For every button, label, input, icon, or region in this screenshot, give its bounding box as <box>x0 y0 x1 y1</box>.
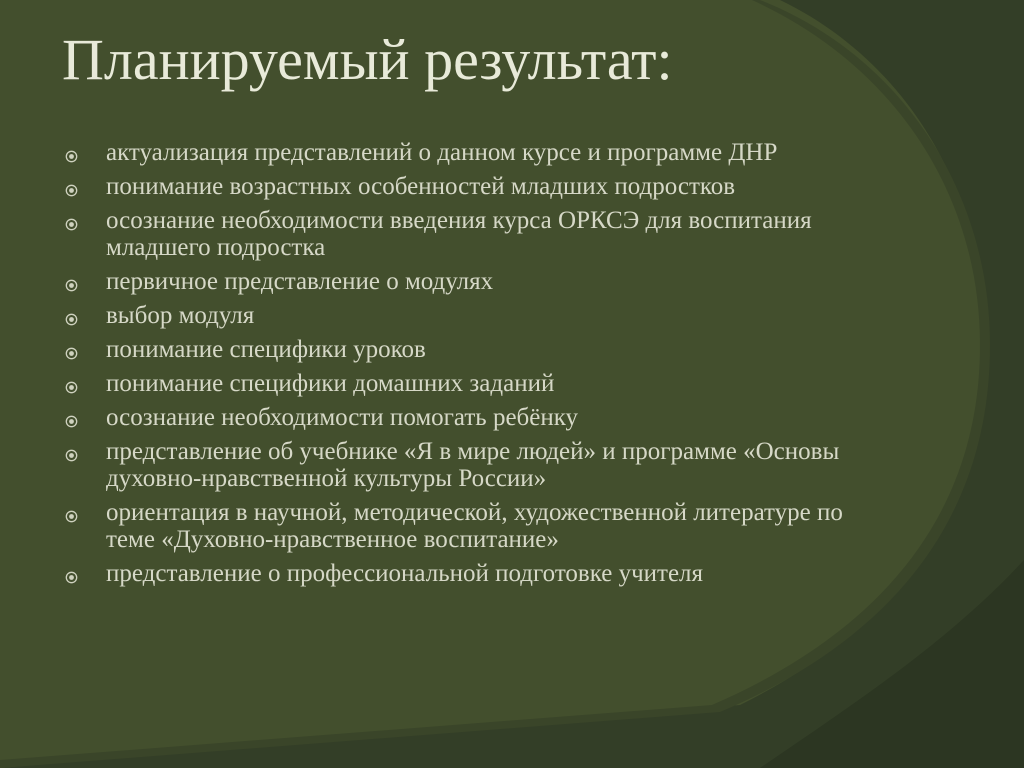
circle-dot-icon <box>65 218 78 231</box>
circle-dot-icon <box>65 150 78 163</box>
slide-title: Планируемый результат: <box>62 27 673 92</box>
circle-dot-icon <box>65 184 78 197</box>
list-item-text: первичное представление о модулях <box>106 268 494 295</box>
list-item-text: выбор модуля <box>106 302 255 329</box>
circle-dot-icon <box>65 571 78 584</box>
list-item <box>64 404 884 431</box>
list-item-text: актуализация представлений о данном курсе и программе ДНР <box>106 139 778 166</box>
circle-dot-icon <box>65 415 78 428</box>
list-item <box>64 336 884 363</box>
list-item-text: осознание необходимости помогать ребёнку <box>106 404 579 431</box>
list-item-text: ориентация в научной, методической, художественной литературе по теме «Духовно-нравственное воспитание» <box>106 499 843 553</box>
list-item <box>64 499 884 553</box>
list-item <box>64 370 884 397</box>
circle-dot-icon <box>65 381 78 394</box>
circle-dot-icon <box>65 347 78 360</box>
circle-dot-icon <box>65 279 78 292</box>
list-item <box>64 560 884 587</box>
circle-dot-icon <box>65 510 78 523</box>
list-item <box>64 268 884 295</box>
list-item <box>64 139 884 166</box>
list-item-text: представление об учебнике «Я в мире людей» и программе «Основы духовно-нравственной культуры России» <box>106 438 840 492</box>
list-item-text: понимание специфики уроков <box>106 336 426 363</box>
list-item-text: понимание специфики домашних заданий <box>106 370 555 397</box>
circle-dot-icon <box>65 449 78 462</box>
list-item-text: представление о профессиональной подготовке учителя <box>106 560 704 587</box>
list-item <box>64 302 884 329</box>
bullet-list <box>64 139 884 594</box>
list-item <box>64 173 884 200</box>
list-item <box>64 438 884 492</box>
list-item-text: понимание возрастных особенностей младших подростков <box>106 173 736 200</box>
circle-dot-icon <box>65 313 78 326</box>
list-item-text: осознание необходимости введения курса ОРКСЭ для воспитания младшего подростка <box>106 207 812 261</box>
list-item <box>64 207 884 261</box>
